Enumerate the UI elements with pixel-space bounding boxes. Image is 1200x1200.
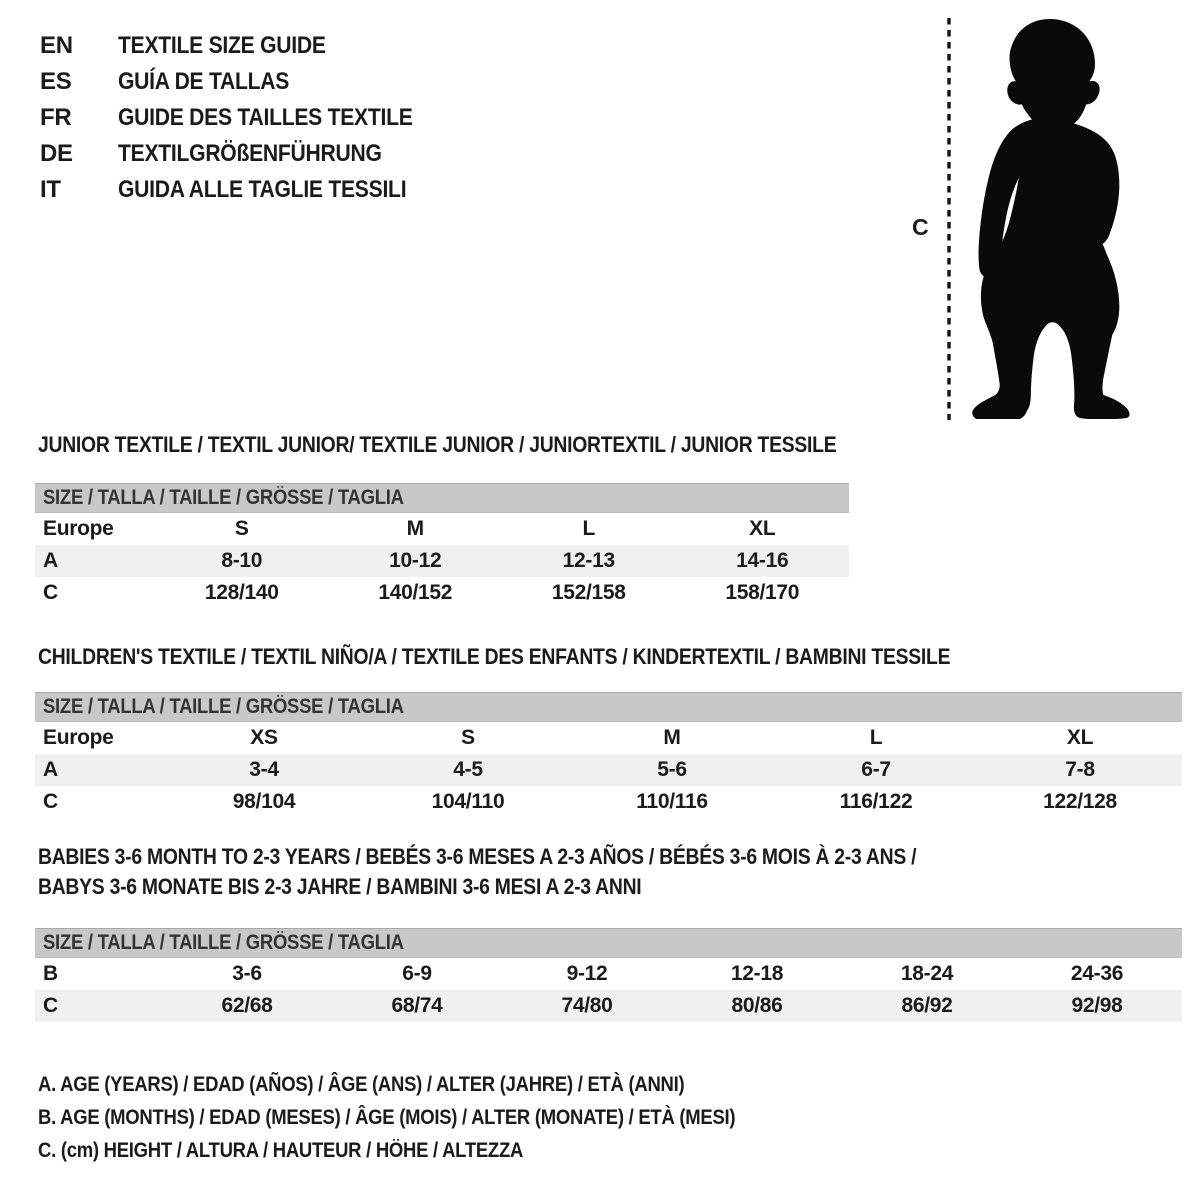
row-label-cell: C (43, 994, 58, 1017)
value-cell: 18-24 (900, 962, 954, 985)
table-size-header (35, 928, 1182, 958)
row-label-cell: Europe (43, 726, 114, 749)
value-cell: 12-13 (562, 549, 615, 572)
row-label-cell: C (43, 790, 58, 813)
table-row (35, 754, 1182, 786)
value-cell: 68/74 (391, 994, 443, 1017)
value-cell: M (663, 726, 681, 749)
value-cell: 8-10 (221, 549, 263, 572)
language-code: IT (40, 176, 61, 203)
table-row (35, 958, 1182, 990)
section-title-babies-line1: BABIES 3-6 MONTH TO 2-3 YEARS / BEBÉS 3-6 MESES A 2-3 AÑOS / BÉBÉS 3-6 MOIS À 2-3 ANS / (38, 844, 917, 869)
row-label-cell: A (43, 758, 58, 781)
section-title-children (38, 642, 1075, 672)
value-cell: 3-6 (232, 962, 262, 985)
guide-title: TEXTILGRÖßENFÜHRUNG (118, 140, 382, 167)
legend-line-c (38, 1134, 830, 1167)
section-title-children-text: CHILDREN'S TEXTILE / TEXTIL NIÑO/A / TEXTILE DES ENFANTS / KINDERTEXTIL / BAMBINI TESSILE (38, 644, 951, 669)
guide-title: GUIDA ALLE TAGLIE TESSILI (118, 176, 407, 203)
guide-title: TEXTILE SIZE GUIDE (118, 32, 326, 59)
language-row (40, 100, 453, 136)
legend-line-b (38, 1101, 830, 1134)
value-cell: 4-5 (453, 758, 483, 781)
value-cell: 6-9 (402, 962, 432, 985)
section-title-junior (38, 430, 945, 460)
value-cell: XS (250, 726, 278, 749)
value-cell: L (582, 517, 596, 540)
guide-title: GUIDE DES TAILLES TEXTILE (118, 104, 413, 131)
value-cell: L (869, 726, 883, 749)
table-size-header-text: SIZE / TALLA / TAILLE / GRÖSSE / TAGLIA (43, 931, 404, 954)
table-body (35, 513, 849, 609)
height-measure-dashed-line (947, 16, 951, 422)
value-cell: S (234, 517, 249, 540)
value-cell: M (406, 517, 424, 540)
table-size-header (35, 483, 849, 513)
legend-line-a-text: A. AGE (YEARS) / EDAD (AÑOS) / ÂGE (ANS) / ALTER (JAHRE) / ETÀ (ANNI) (38, 1072, 685, 1096)
value-cell: XL (749, 517, 776, 540)
value-cell: 110/116 (636, 790, 708, 813)
value-cell: 104/110 (431, 790, 505, 813)
value-cell: 5-6 (657, 758, 687, 781)
value-cell: 10-12 (389, 549, 442, 572)
value-cell: 7-8 (1065, 758, 1095, 781)
table-body (35, 722, 1182, 818)
language-row (40, 28, 453, 64)
table-row (35, 786, 1182, 818)
language-code: EN (40, 32, 73, 59)
value-cell: 80/86 (731, 994, 783, 1017)
row-label-cell: Europe (43, 517, 114, 540)
value-cell: 9-12 (566, 962, 608, 985)
value-cell: 158/170 (725, 581, 800, 604)
table-size-header (35, 692, 1182, 722)
table-row (35, 722, 1182, 754)
table-row (35, 577, 849, 609)
junior-size-table (35, 483, 849, 609)
legend-line-a (38, 1068, 830, 1101)
table-row (35, 990, 1182, 1022)
table-body (35, 958, 1182, 1022)
height-figure (900, 10, 1160, 430)
value-cell: 98/104 (232, 790, 296, 813)
table-size-header-text: SIZE / TALLA / TAILLE / GRÖSSE / TAGLIA (43, 695, 404, 718)
toddler-silhouette-icon (964, 17, 1138, 419)
value-cell: 92/98 (1071, 994, 1123, 1017)
children-size-table (35, 692, 1182, 818)
value-cell: 152/158 (551, 581, 626, 604)
babies-size-table (35, 928, 1182, 1022)
language-row (40, 172, 453, 208)
value-cell: 140/152 (378, 581, 453, 604)
value-cell: S (461, 726, 475, 749)
row-label-cell: C (43, 581, 58, 604)
value-cell: XL (1066, 726, 1094, 749)
section-title-junior-text: JUNIOR TEXTILE / TEXTIL JUNIOR/ TEXTILE JUNIOR / JUNIORTEXTIL / JUNIOR TESSILE (38, 432, 837, 457)
language-row (40, 136, 453, 172)
value-cell: 6-7 (861, 758, 891, 781)
value-cell: 14-16 (736, 549, 789, 572)
value-cell: 116/122 (839, 790, 913, 813)
legend-line-c-text: C. (cm) HEIGHT / ALTURA / HAUTEUR / HÖHE / ALTEZZA (38, 1138, 524, 1162)
row-label-cell: B (43, 962, 58, 985)
language-row (40, 64, 453, 100)
section-title-babies-line2: BABYS 3-6 MONATE BIS 2-3 JAHRE / BAMBINI 3-6 MESI A 2-3 ANNI (38, 874, 642, 899)
table-row (35, 513, 849, 545)
legend-line-b-text: B. AGE (MONTHS) / EDAD (MESES) / ÂGE (MOIS) / ALTER (MONATE) / ETÀ (MESI) (38, 1105, 736, 1129)
value-cell: 3-4 (249, 758, 279, 781)
value-cell: 86/92 (901, 994, 953, 1017)
value-cell: 122/128 (1043, 790, 1117, 813)
row-label-cell: A (43, 549, 58, 572)
language-code: FR (40, 104, 72, 131)
language-title-list (40, 28, 453, 208)
legend (38, 1068, 830, 1167)
table-row (35, 545, 849, 577)
guide-title: GUÍA DE TALLAS (118, 68, 290, 95)
height-measure-label: C (912, 214, 929, 240)
language-code: DE (40, 140, 73, 167)
section-title-babies (38, 842, 1036, 902)
value-cell: 12-18 (730, 962, 784, 985)
value-cell: 62/68 (221, 994, 273, 1017)
table-size-header-text: SIZE / TALLA / TAILLE / GRÖSSE / TAGLIA (43, 486, 404, 509)
value-cell: 24-36 (1070, 962, 1124, 985)
language-code: ES (40, 68, 72, 95)
value-cell: 74/80 (561, 994, 613, 1017)
value-cell: 128/140 (204, 581, 279, 604)
